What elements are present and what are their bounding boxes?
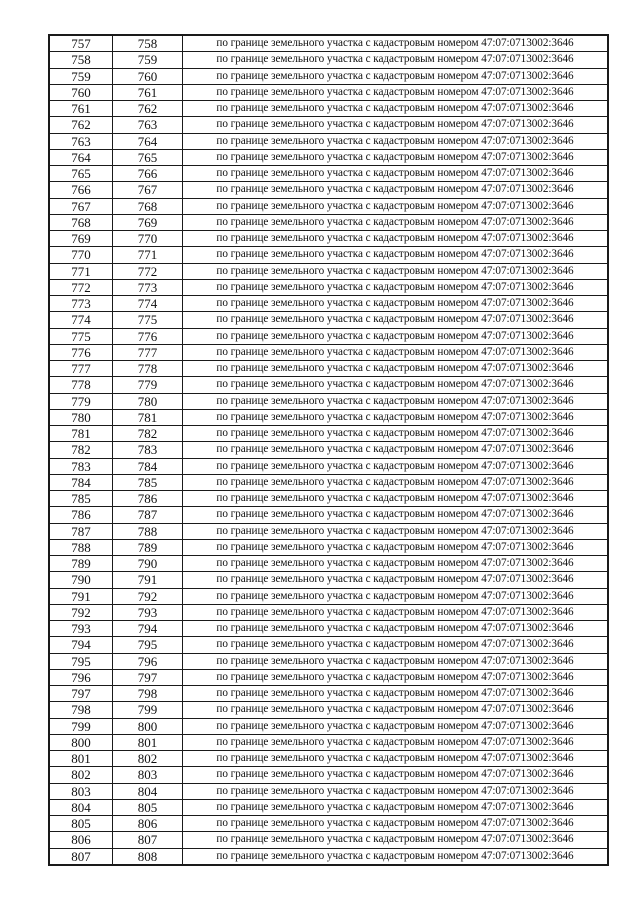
point-from-cell: 758: [50, 52, 113, 68]
point-to-cell: 763: [113, 117, 183, 133]
boundary-description-cell: по границе земельного участка с кадастровым номером 47:07:0713002:3646: [183, 198, 608, 214]
boundary-description-cell: по границе земельного участка с кадастровым номером 47:07:0713002:3646: [183, 799, 608, 815]
point-to-cell: 781: [113, 409, 183, 425]
point-to-cell: 774: [113, 296, 183, 312]
point-to-cell: 776: [113, 328, 183, 344]
point-from-cell: 780: [50, 409, 113, 425]
table-row: [50, 832, 608, 848]
point-to-cell: 782: [113, 426, 183, 442]
boundary-description-cell: по границе земельного участка с кадастровым номером 47:07:0713002:3646: [183, 653, 608, 669]
point-to-cell: 803: [113, 767, 183, 783]
table-row: [50, 767, 608, 783]
boundary-description-cell: по границе земельного участка с кадастровым номером 47:07:0713002:3646: [183, 361, 608, 377]
point-from-cell: 787: [50, 523, 113, 539]
boundary-description-cell: по границе земельного участка с кадастровым номером 47:07:0713002:3646: [183, 751, 608, 767]
point-from-cell: 791: [50, 588, 113, 604]
point-from-cell: 805: [50, 816, 113, 832]
boundary-description-cell: по границе земельного участка с кадастровым номером 47:07:0713002:3646: [183, 572, 608, 588]
table-row: [50, 52, 608, 68]
table-row: [50, 816, 608, 832]
point-to-cell: 790: [113, 556, 183, 572]
boundary-description-cell: по границе земельного участка с кадастровым номером 47:07:0713002:3646: [183, 84, 608, 100]
point-from-cell: 762: [50, 117, 113, 133]
boundary-description-cell: по границе земельного участка с кадастровым номером 47:07:0713002:3646: [183, 409, 608, 425]
boundary-description-cell: по границе земельного участка с кадастровым номером 47:07:0713002:3646: [183, 68, 608, 84]
boundary-description-cell: по границе земельного участка с кадастровым номером 47:07:0713002:3646: [183, 296, 608, 312]
point-from-cell: 788: [50, 539, 113, 555]
table-row: [50, 377, 608, 393]
table-row: [50, 588, 608, 604]
point-to-cell: 795: [113, 637, 183, 653]
boundary-points-table: [49, 35, 608, 865]
point-from-cell: 789: [50, 556, 113, 572]
boundary-description-cell: по границе земельного участка с кадастровым номером 47:07:0713002:3646: [183, 458, 608, 474]
point-to-cell: 765: [113, 149, 183, 165]
boundary-description-cell: по границе земельного участка с кадастровым номером 47:07:0713002:3646: [183, 816, 608, 832]
point-to-cell: 762: [113, 101, 183, 117]
point-to-cell: 800: [113, 718, 183, 734]
point-to-cell: 808: [113, 848, 183, 864]
point-to-cell: 766: [113, 166, 183, 182]
boundary-description-cell: по границе земельного участка с кадастровым номером 47:07:0713002:3646: [183, 507, 608, 523]
table-row: [50, 182, 608, 198]
point-to-cell: 797: [113, 669, 183, 685]
point-to-cell: 794: [113, 621, 183, 637]
table-row: [50, 539, 608, 555]
point-from-cell: 768: [50, 214, 113, 230]
point-to-cell: 777: [113, 344, 183, 360]
point-from-cell: 767: [50, 198, 113, 214]
table-row: [50, 702, 608, 718]
boundary-description-cell: по границе земельного участка с кадастровым номером 47:07:0713002:3646: [183, 393, 608, 409]
boundary-description-cell: по границе земельного участка с кадастровым номером 47:07:0713002:3646: [183, 312, 608, 328]
table-row: [50, 117, 608, 133]
boundary-description-cell: по границе земельного участка с кадастровым номером 47:07:0713002:3646: [183, 523, 608, 539]
point-to-cell: 804: [113, 783, 183, 799]
boundary-description-cell: по границе земельного участка с кадастровым номером 47:07:0713002:3646: [183, 231, 608, 247]
table-row: [50, 426, 608, 442]
table-row: [50, 783, 608, 799]
point-from-cell: 761: [50, 101, 113, 117]
boundary-description-cell: по границе земельного участка с кадастровым номером 47:07:0713002:3646: [183, 621, 608, 637]
table-row: [50, 36, 608, 52]
table-row: [50, 409, 608, 425]
point-to-cell: 786: [113, 491, 183, 507]
point-from-cell: 807: [50, 848, 113, 864]
boundary-description-cell: по границе земельного участка с кадастровым номером 47:07:0713002:3646: [183, 491, 608, 507]
table-row: [50, 133, 608, 149]
boundary-description-cell: по границе земельного участка с кадастровым номером 47:07:0713002:3646: [183, 52, 608, 68]
boundary-description-cell: по границе земельного участка с кадастровым номером 47:07:0713002:3646: [183, 182, 608, 198]
point-to-cell: 806: [113, 816, 183, 832]
boundary-description-cell: по границе земельного участка с кадастровым номером 47:07:0713002:3646: [183, 149, 608, 165]
table-row: [50, 84, 608, 100]
point-from-cell: 765: [50, 166, 113, 182]
point-from-cell: 806: [50, 832, 113, 848]
point-to-cell: 780: [113, 393, 183, 409]
point-from-cell: 801: [50, 751, 113, 767]
point-from-cell: 794: [50, 637, 113, 653]
point-to-cell: 764: [113, 133, 183, 149]
point-from-cell: 795: [50, 653, 113, 669]
point-from-cell: 763: [50, 133, 113, 149]
table-row: [50, 474, 608, 490]
point-to-cell: 802: [113, 751, 183, 767]
point-to-cell: 787: [113, 507, 183, 523]
point-from-cell: 803: [50, 783, 113, 799]
point-to-cell: 792: [113, 588, 183, 604]
point-from-cell: 760: [50, 84, 113, 100]
boundary-description-cell: по границе земельного участка с кадастровым номером 47:07:0713002:3646: [183, 36, 608, 52]
table-row: [50, 572, 608, 588]
boundary-description-cell: по границе земельного участка с кадастровым номером 47:07:0713002:3646: [183, 783, 608, 799]
boundary-description-cell: по границе земельного участка с кадастровым номером 47:07:0713002:3646: [183, 767, 608, 783]
point-to-cell: 761: [113, 84, 183, 100]
boundary-description-cell: по границе земельного участка с кадастровым номером 47:07:0713002:3646: [183, 848, 608, 864]
table-row: [50, 149, 608, 165]
table-row: [50, 491, 608, 507]
boundary-description-cell: по границе земельного участка с кадастровым номером 47:07:0713002:3646: [183, 377, 608, 393]
point-from-cell: 773: [50, 296, 113, 312]
boundary-description-cell: по границе земельного участка с кадастровым номером 47:07:0713002:3646: [183, 604, 608, 620]
point-from-cell: 783: [50, 458, 113, 474]
point-from-cell: 779: [50, 393, 113, 409]
table-row: [50, 604, 608, 620]
table-row: [50, 312, 608, 328]
point-to-cell: 775: [113, 312, 183, 328]
table-row: [50, 166, 608, 182]
point-to-cell: 773: [113, 279, 183, 295]
boundary-description-cell: по границе земельного участка с кадастровым номером 47:07:0713002:3646: [183, 734, 608, 750]
boundary-description-cell: по границе земельного участка с кадастровым номером 47:07:0713002:3646: [183, 637, 608, 653]
point-to-cell: 788: [113, 523, 183, 539]
boundary-description-cell: по границе земельного участка с кадастровым номером 47:07:0713002:3646: [183, 556, 608, 572]
point-from-cell: 776: [50, 344, 113, 360]
table-row: [50, 68, 608, 84]
point-to-cell: 770: [113, 231, 183, 247]
point-to-cell: 807: [113, 832, 183, 848]
boundary-description-cell: по границе земельного участка с кадастровым номером 47:07:0713002:3646: [183, 166, 608, 182]
point-to-cell: 784: [113, 458, 183, 474]
table-row: [50, 328, 608, 344]
point-from-cell: 786: [50, 507, 113, 523]
point-to-cell: 769: [113, 214, 183, 230]
table-body: [50, 36, 608, 865]
table-row: [50, 442, 608, 458]
point-from-cell: 799: [50, 718, 113, 734]
point-from-cell: 771: [50, 263, 113, 279]
table-row: [50, 848, 608, 864]
point-from-cell: 790: [50, 572, 113, 588]
point-to-cell: 760: [113, 68, 183, 84]
point-to-cell: 758: [113, 36, 183, 52]
point-from-cell: 792: [50, 604, 113, 620]
point-from-cell: 759: [50, 68, 113, 84]
point-to-cell: 768: [113, 198, 183, 214]
table-row: [50, 507, 608, 523]
point-from-cell: 764: [50, 149, 113, 165]
table-row: [50, 361, 608, 377]
point-from-cell: 802: [50, 767, 113, 783]
point-from-cell: 784: [50, 474, 113, 490]
point-to-cell: 791: [113, 572, 183, 588]
table-row: [50, 734, 608, 750]
point-to-cell: 796: [113, 653, 183, 669]
boundary-description-cell: по границе земельного участка с кадастровым номером 47:07:0713002:3646: [183, 442, 608, 458]
point-from-cell: 793: [50, 621, 113, 637]
table-row: [50, 247, 608, 263]
table-row: [50, 198, 608, 214]
point-to-cell: 772: [113, 263, 183, 279]
boundary-description-cell: по границе земельного участка с кадастровым номером 47:07:0713002:3646: [183, 328, 608, 344]
point-from-cell: 781: [50, 426, 113, 442]
point-from-cell: 770: [50, 247, 113, 263]
table-row: [50, 458, 608, 474]
point-from-cell: 774: [50, 312, 113, 328]
table-row: [50, 296, 608, 312]
table-row: [50, 231, 608, 247]
point-to-cell: 771: [113, 247, 183, 263]
point-to-cell: 767: [113, 182, 183, 198]
point-from-cell: 782: [50, 442, 113, 458]
point-from-cell: 798: [50, 702, 113, 718]
boundary-description-cell: по границе земельного участка с кадастровым номером 47:07:0713002:3646: [183, 588, 608, 604]
table-row: [50, 101, 608, 117]
boundary-description-cell: по границе земельного участка с кадастровым номером 47:07:0713002:3646: [183, 263, 608, 279]
point-to-cell: 801: [113, 734, 183, 750]
boundary-description-cell: по границе земельного участка с кадастровым номером 47:07:0713002:3646: [183, 214, 608, 230]
boundary-description-cell: по границе земельного участка с кадастровым номером 47:07:0713002:3646: [183, 247, 608, 263]
boundary-description-cell: по границе земельного участка с кадастровым номером 47:07:0713002:3646: [183, 133, 608, 149]
point-to-cell: 778: [113, 361, 183, 377]
point-to-cell: 798: [113, 686, 183, 702]
point-to-cell: 759: [113, 52, 183, 68]
point-to-cell: 779: [113, 377, 183, 393]
table-row: [50, 621, 608, 637]
boundary-description-cell: по границе земельного участка с кадастровым номером 47:07:0713002:3646: [183, 686, 608, 702]
boundary-description-cell: по границе земельного участка с кадастровым номером 47:07:0713002:3646: [183, 474, 608, 490]
point-from-cell: 800: [50, 734, 113, 750]
boundary-description-cell: по границе земельного участка с кадастровым номером 47:07:0713002:3646: [183, 539, 608, 555]
boundary-description-cell: по границе земельного участка с кадастровым номером 47:07:0713002:3646: [183, 279, 608, 295]
point-to-cell: 789: [113, 539, 183, 555]
table-row: [50, 344, 608, 360]
boundary-description-cell: по границе земельного участка с кадастровым номером 47:07:0713002:3646: [183, 117, 608, 133]
point-from-cell: 777: [50, 361, 113, 377]
table-row: [50, 751, 608, 767]
point-from-cell: 775: [50, 328, 113, 344]
table-row: [50, 686, 608, 702]
point-from-cell: 796: [50, 669, 113, 685]
point-from-cell: 769: [50, 231, 113, 247]
boundary-description-cell: по границе земельного участка с кадастровым номером 47:07:0713002:3646: [183, 702, 608, 718]
point-to-cell: 785: [113, 474, 183, 490]
point-to-cell: 799: [113, 702, 183, 718]
table-row: [50, 393, 608, 409]
table-row: [50, 279, 608, 295]
table-row: [50, 799, 608, 815]
table-row: [50, 637, 608, 653]
point-from-cell: 804: [50, 799, 113, 815]
point-to-cell: 805: [113, 799, 183, 815]
table-row: [50, 718, 608, 734]
boundary-description-cell: по границе земельного участка с кадастровым номером 47:07:0713002:3646: [183, 669, 608, 685]
point-from-cell: 757: [50, 36, 113, 52]
point-from-cell: 785: [50, 491, 113, 507]
table-row: [50, 523, 608, 539]
point-from-cell: 797: [50, 686, 113, 702]
point-from-cell: 772: [50, 279, 113, 295]
point-from-cell: 778: [50, 377, 113, 393]
table-row: [50, 263, 608, 279]
point-to-cell: 793: [113, 604, 183, 620]
table-row: [50, 653, 608, 669]
point-to-cell: 783: [113, 442, 183, 458]
boundary-description-cell: по границе земельного участка с кадастровым номером 47:07:0713002:3646: [183, 344, 608, 360]
table-row: [50, 556, 608, 572]
boundary-description-cell: по границе земельного участка с кадастровым номером 47:07:0713002:3646: [183, 426, 608, 442]
boundary-description-cell: по границе земельного участка с кадастровым номером 47:07:0713002:3646: [183, 101, 608, 117]
boundary-description-cell: по границе земельного участка с кадастровым номером 47:07:0713002:3646: [183, 718, 608, 734]
table-row: [50, 214, 608, 230]
table-row: [50, 669, 608, 685]
point-from-cell: 766: [50, 182, 113, 198]
boundary-description-cell: по границе земельного участка с кадастровым номером 47:07:0713002:3646: [183, 832, 608, 848]
